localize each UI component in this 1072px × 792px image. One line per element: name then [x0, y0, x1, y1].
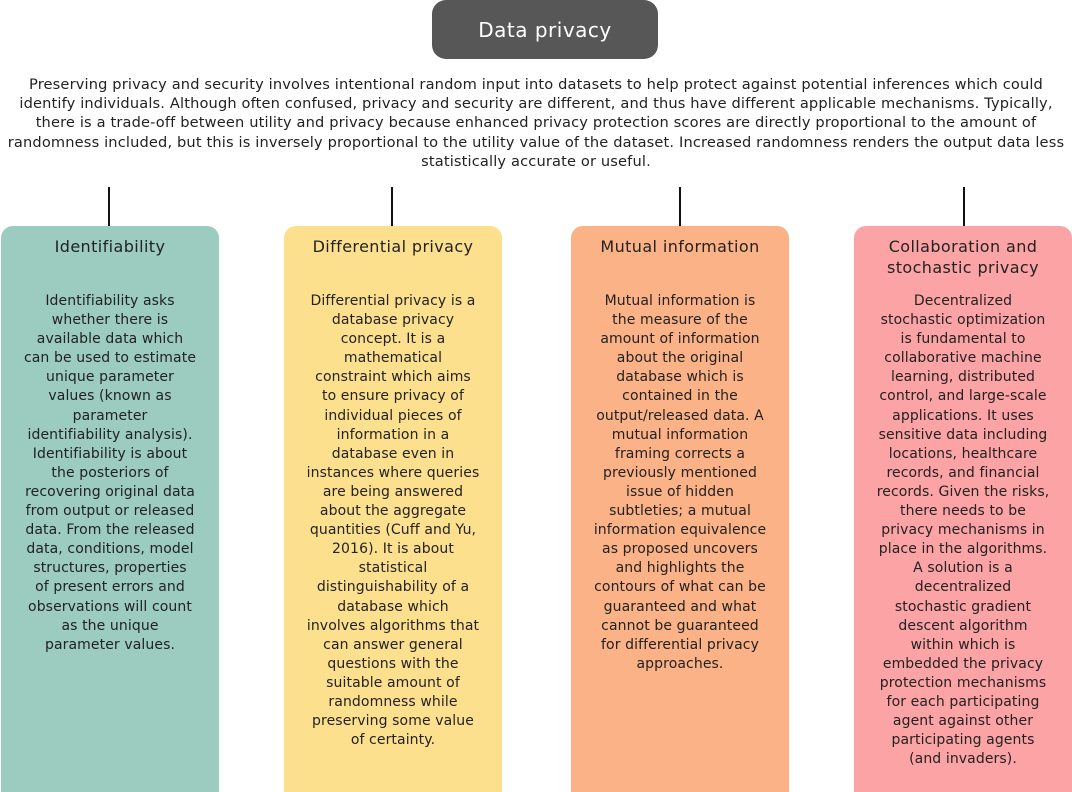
intro-paragraph [0, 75, 1072, 171]
card-body-line: identifiability analysis). [27, 426, 193, 443]
card-body-line: parameter [72, 407, 148, 424]
card-body-line: (and invaders). [909, 751, 1017, 768]
card-body-line: records, and financial [886, 464, 1040, 481]
card-body-line: questions with the [327, 655, 459, 672]
card-body-line: involves algorithms that [306, 617, 480, 634]
card-body-line: contained in the [622, 388, 738, 405]
card-body-line: is fundamental to [900, 331, 1026, 348]
card-body-line: stochastic optimization [880, 312, 1046, 329]
card-body-line: observations will count [28, 598, 192, 615]
card-title [1, 236, 219, 257]
card-body-line: database which is [616, 369, 744, 386]
card-title [284, 236, 502, 257]
card-body-line: decentralized [914, 579, 1012, 596]
card-body-line: randomness while [328, 693, 458, 710]
card-body-line: from output or released [25, 503, 195, 520]
connector-collaboration [963, 187, 965, 226]
card-body-line: learning, distributed [890, 369, 1036, 386]
card-body-line: suitable amount of [326, 674, 460, 691]
card-body-line: the posteriors of [51, 464, 169, 481]
card-body-line: individual pieces of [324, 407, 462, 424]
connector-mutual-information [679, 187, 681, 226]
card-body-line: stochastic gradient [894, 598, 1032, 615]
card-body [571, 292, 789, 674]
card-body-line: concept. It is a [340, 331, 446, 348]
card-title-line: Mutual information [600, 237, 760, 256]
card-body-line: sensitive data including [878, 426, 1048, 443]
card-body-line: information in a [336, 426, 450, 443]
card-body-line: issue of hidden [626, 483, 734, 500]
card-body-line: embedded the privacy [882, 655, 1044, 672]
card-body-line: data, conditions, model [26, 541, 194, 558]
card-body-line: collaborative machine [884, 350, 1042, 367]
card-body-line: instances where queries [306, 464, 480, 481]
card-body-line: Identifiability is about [32, 445, 188, 462]
card-body-line: participating agents [891, 732, 1035, 749]
card-body [1, 292, 219, 655]
intro-line: randomness included, but this is inversely proportional to the utility value of the dataset. Increased randomness renders the output data less [7, 133, 1065, 151]
card-body-line: of certainty. [350, 732, 436, 749]
card-body-line: mathematical [343, 350, 443, 367]
card-body-line: previously mentioned [603, 464, 757, 481]
card-differential-privacy [284, 226, 502, 792]
intro-line: there is a trade-off between utility and privacy because enhanced privacy protection scores are directly proportional to the amount of [35, 114, 1037, 132]
card-body-line: control, and large-scale [879, 388, 1047, 405]
card-body-line: privacy mechanisms in [881, 522, 1045, 539]
card-body-line: within which is [910, 636, 1016, 653]
card-body-line: agent against other [892, 713, 1034, 730]
card-body-line: there needs to be [900, 503, 1026, 520]
card-title-line: Identifiability [54, 237, 166, 256]
card-body-line: are being answered [322, 483, 464, 500]
card-body-line: information equivalence [593, 522, 767, 539]
intro-line: statistically accurate or useful. [421, 152, 651, 170]
card-body-line: values (known as [48, 388, 172, 405]
card-body-line: can answer general [323, 636, 463, 653]
card-body-line: the measure of the [612, 312, 748, 329]
card-mutual-information [571, 226, 789, 792]
card-title-line: Differential privacy [312, 237, 474, 256]
card-body-line: constraint which aims [315, 369, 471, 386]
card-body-line: Mutual information is [604, 293, 756, 309]
card-body-line: as proposed uncovers [602, 541, 758, 558]
card-title [571, 236, 789, 257]
card-body-line: framing corrects a [614, 445, 746, 462]
card-body-line: mutual information [611, 426, 749, 443]
card-body-line: can be used to estimate [23, 350, 197, 367]
card-identifiability [1, 226, 219, 792]
card-body-line: applications. It uses [892, 407, 1034, 424]
connector-differential-privacy [391, 187, 393, 226]
card-body [284, 292, 502, 750]
card-body-line: amount of information [600, 331, 760, 348]
card-body-line: unique parameter [46, 369, 174, 386]
card-body-line: about the aggregate [319, 503, 467, 520]
card-body-line: to ensure privacy of [322, 388, 464, 405]
card-body-line: database even in [331, 445, 455, 462]
card-title-line: stochastic privacy [887, 258, 1039, 277]
card-body-line: for differential privacy [601, 636, 759, 653]
card-body-line: about the original [616, 350, 744, 367]
card-title-line: Collaboration and [888, 237, 1038, 256]
card-body-line: descent algorithm [898, 617, 1028, 634]
card-body-line: data. From the released [25, 522, 195, 539]
diagram-title: Data privacy [478, 17, 612, 42]
card-body-line: approaches. [636, 655, 724, 672]
card-body-line: available data which [36, 331, 184, 348]
card-body-line: cannot be guaranteed [601, 617, 759, 634]
card-body-line: for each participating [886, 693, 1040, 710]
title-box [432, 0, 658, 59]
card-body-line: 2016). It is about [332, 541, 454, 558]
card-body-line: quantities (Cuff and Yu, [309, 522, 477, 539]
card-body-line: as the unique [61, 617, 159, 634]
card-body-line: output/released data. A [596, 407, 764, 424]
card-body-line: Differential privacy is a [310, 293, 476, 309]
card-body-line: records. Given the risks, [876, 483, 1050, 500]
connector-identifiability [108, 187, 110, 226]
card-body-line: protection mechanisms [879, 674, 1047, 691]
card-body-line: locations, healthcare [888, 445, 1038, 462]
intro-line: Preserving privacy and security involves intentional random input into datasets to help protect against potential inferences which could [29, 76, 1043, 93]
card-body-line: Identifiability asks [45, 293, 175, 309]
card-body-line: recovering original data [25, 483, 195, 500]
card-collaboration-stochastic-privacy [854, 226, 1072, 792]
card-body-line: Decentralized [913, 293, 1013, 309]
card-body-line: database privacy [331, 312, 455, 329]
card-body-line: statistical [358, 560, 428, 577]
card-title [854, 236, 1072, 278]
card-body-line: structures, properties [33, 560, 187, 577]
card-body-line: A solution is a [913, 560, 1013, 577]
card-body-line: subtleties; a mutual [609, 503, 751, 520]
card-body-line: and highlights the [615, 560, 745, 577]
card-body-line: distinguishability of a [316, 579, 470, 596]
card-body-line: database which [337, 598, 449, 615]
card-body-line: parameter values. [44, 636, 176, 653]
card-body-line: contours of what can be [594, 579, 766, 596]
card-body-line: preserving some value [312, 713, 474, 730]
card-body [854, 292, 1072, 769]
card-body-line: whether there is [51, 312, 169, 329]
card-body-line: of present errors and [35, 579, 185, 596]
card-body-line: guaranteed and what [603, 598, 757, 615]
intro-line: identify individuals. Although often confused, privacy and security are different, and thus have different applicable mechanisms. Typically, [19, 95, 1053, 113]
card-body-line: place in the algorithms. [878, 541, 1048, 558]
